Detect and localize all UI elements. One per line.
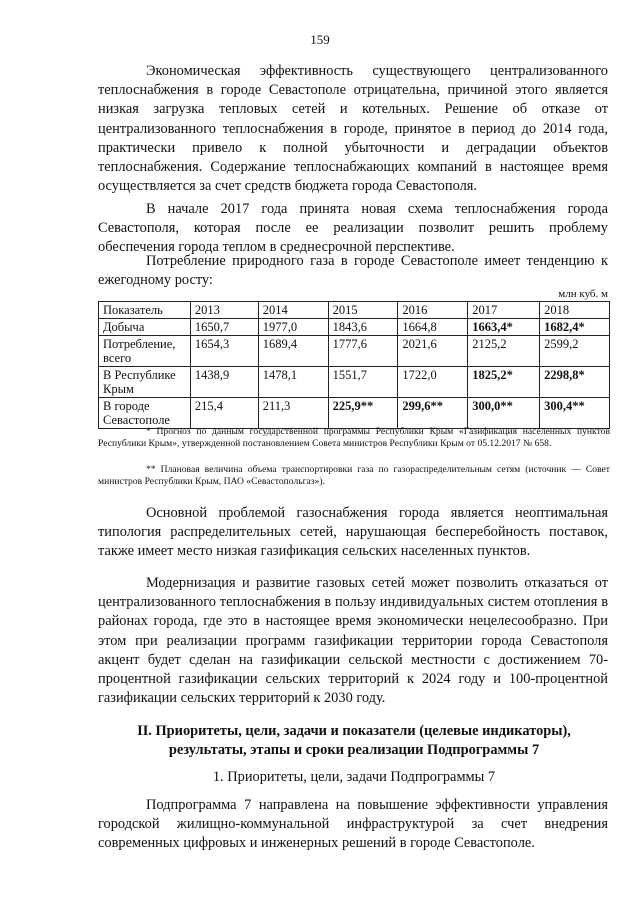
table-cell: 300,4**	[540, 398, 610, 429]
table-cell: 1664,8	[398, 319, 468, 336]
table-row	[99, 367, 610, 398]
table-cell: 1722,0	[398, 367, 468, 398]
table-cell: 211,3	[258, 398, 328, 429]
table-cell: 1438,9	[190, 367, 258, 398]
table-cell: 1977,0	[258, 319, 328, 336]
table-cell: Добыча	[99, 319, 191, 336]
paragraph-heat-scheme: В начале 2017 года принята новая схема теплоснабжения города Севастополя, которая после ее реализации позволит решить проблему обеспечения города теплом в среднесрочной перспективе.	[98, 201, 608, 256]
table-header-cell: 2016	[398, 302, 468, 319]
table-cell: 225,9**	[328, 398, 398, 429]
table-header-cell: 2018	[540, 302, 610, 319]
table-cell: 300,0**	[468, 398, 540, 429]
paragraph-gas-consumption: Потребление природного газа в городе Севастополе имеет тенденцию к ежегодному росту:	[98, 253, 608, 289]
table-cell: 1689,4	[258, 336, 328, 367]
table-row	[99, 398, 610, 429]
paragraph-heat-efficiency: Экономическая эффективность существующего централизованного теплоснабжения в городе Севастополе отрицательна, причиной этого является низкая загрузка тепловых сетей и котельных. Решение об отказе от централизованного теплоснабжения в городе, принятое в период до 2014 года, практически привело к полной убыточности и деградации объектов теплоснабжения. Содержание теплоснабжающих компаний в настоящее время осуществляется за счет средств бюджета города Севастополя.	[98, 63, 608, 195]
gas-table	[98, 301, 610, 429]
table-cell: 1777,6	[328, 336, 398, 367]
footnote-forecast: * Прогноз по данным государственной программы Республики Крым «Газификация населенных пунктов Республики Крым», утвержденной постановлением Совета министров Республики Крым от 05.12.2017 № 658.	[98, 426, 610, 449]
table-cell: 1654,3	[190, 336, 258, 367]
table-header-cell: 2017	[468, 302, 540, 319]
table-header-cell: 2014	[258, 302, 328, 319]
table-cell: 1825,2*	[468, 367, 540, 398]
section-heading: II. Приоритеты, цели, задачи и показатели (целевые индикаторы), результаты, этапы и сроки реализации Подпрограммы 7	[137, 723, 571, 758]
table-cell: 2125,2	[468, 336, 540, 367]
table-header-row	[99, 302, 610, 319]
page-number: 159	[310, 32, 330, 47]
table-cell: Потребление, всего	[99, 336, 191, 367]
table-cell: 2599,2	[540, 336, 610, 367]
table-cell: 1478,1	[258, 367, 328, 398]
table-cell: 1551,7	[328, 367, 398, 398]
paragraph-gas-modernization: Модернизация и развитие газовых сетей может позволить отказаться от централизованного теплоснабжения в пользу индивидуальных систем отопления в районах города, где это в настоящее время экономически нецелесообразно. При этом при реализации программ газификации территории города Севастополя акцент будет сделан на газификации сельской местности с достижением 70-процентной газификации сельских территорий к 2024 году и 100-процентной газификации сельских территорий к 2030 году.	[98, 575, 608, 707]
table-header-cell: 2013	[190, 302, 258, 319]
paragraph-gas-problem: Основной проблемой газоснабжения города является неоптимальная типология распределительных сетей, нарушающая бесперебойность поставок, также имеет место низкая газификация сельских населенных пунктов.	[98, 505, 608, 560]
table-header-cell: Показатель	[99, 302, 191, 319]
table-cell: 215,4	[190, 398, 258, 429]
footnote-planned-volume: ** Плановая величина объема транспортировки газа по газораспределительным сетям (источник — Совет министров Республики Крым, ПАО «Севастопольгаз»).	[98, 464, 610, 487]
table-header-cell: 2015	[328, 302, 398, 319]
table-cell: 1663,4*	[468, 319, 540, 336]
section-subheading: 1. Приоритеты, цели, задачи Подпрограммы 7	[212, 769, 496, 785]
table-cell: В Республике Крым	[99, 367, 191, 398]
table-cell: 1650,7	[190, 319, 258, 336]
table-cell: 2021,6	[398, 336, 468, 367]
table-cell: 1843,6	[328, 319, 398, 336]
table-row	[99, 319, 610, 336]
table-cell: 2298,8*	[540, 367, 610, 398]
paragraph-subprogram-goal: Подпрограмма 7 направлена на повышение эффективности управления городской жилищно-коммунальной инфраструктурой за счет внедрения современных цифровых и инженерных решений в городе Севастополе.	[98, 797, 608, 852]
table-row	[99, 336, 610, 367]
table-cell: 1682,4*	[540, 319, 610, 336]
table-unit: млн куб. м	[558, 288, 608, 300]
table-cell: 299,6**	[398, 398, 468, 429]
table-cell: В городе Севастополе	[99, 398, 191, 429]
